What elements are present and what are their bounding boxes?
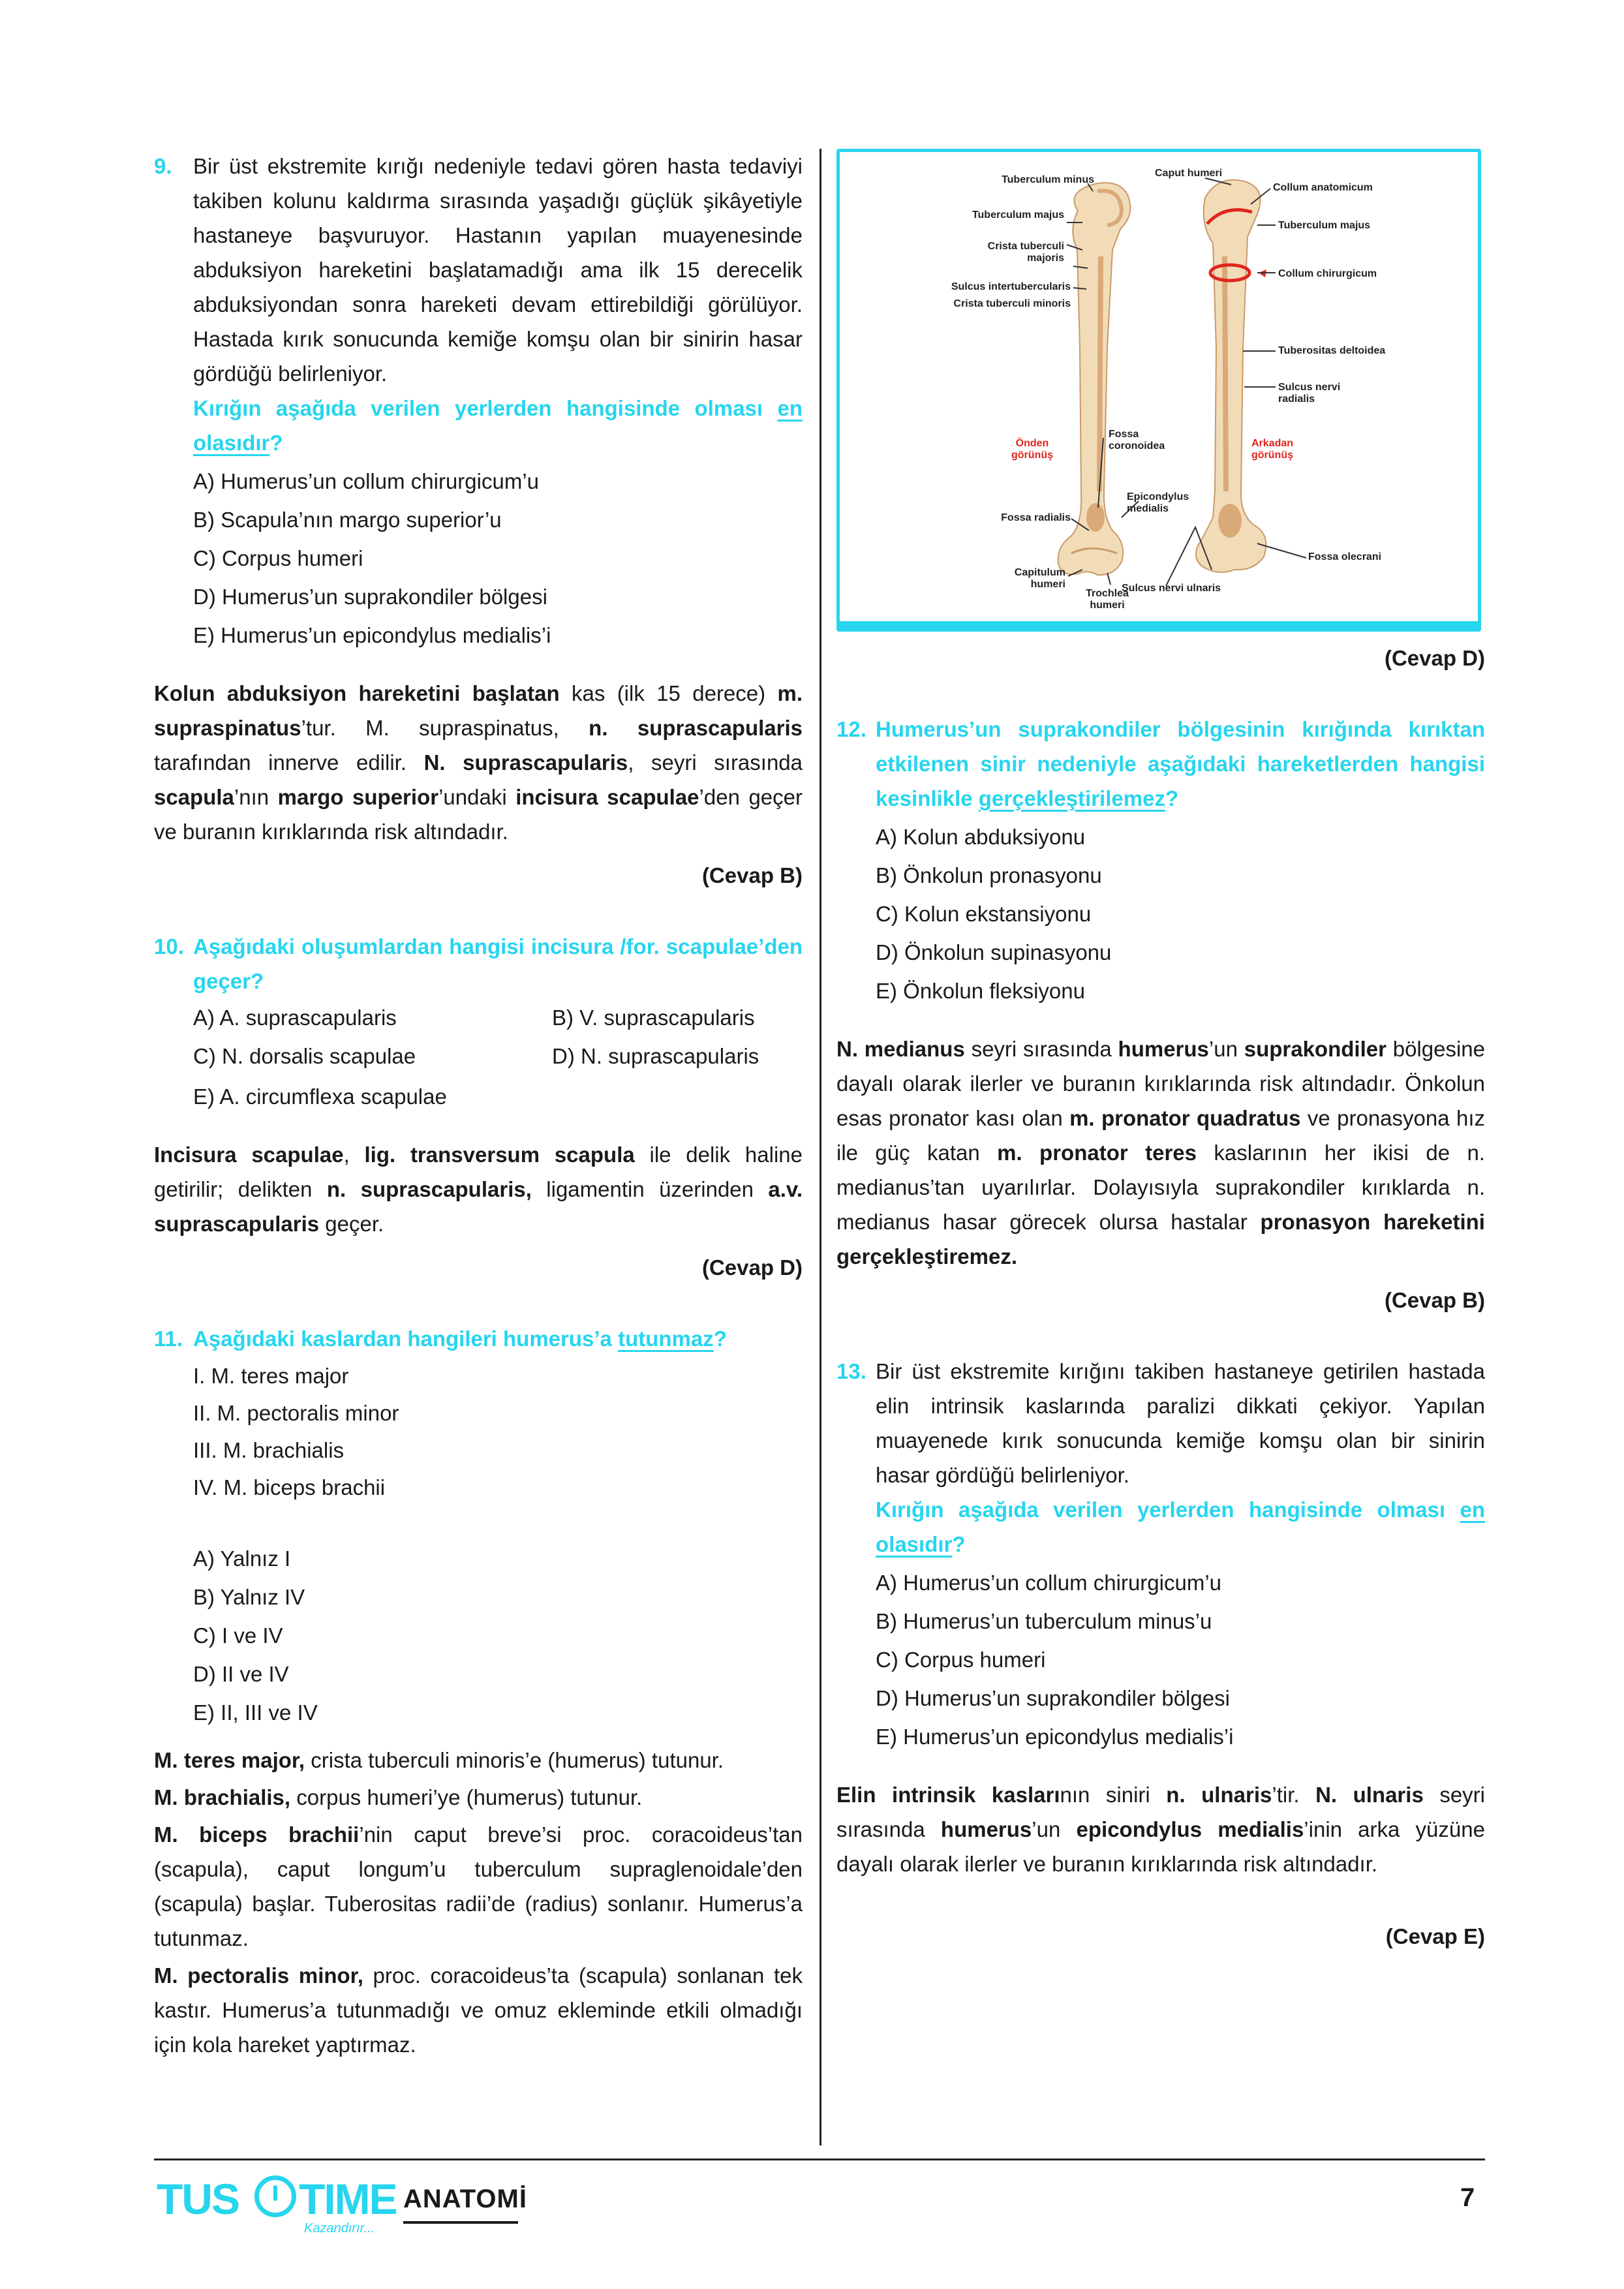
page-number: 7	[1460, 2183, 1475, 2212]
options-list	[154, 464, 803, 653]
expl-bold: n. suprascapularis,	[326, 1177, 532, 1201]
answer-label: (Cevap B)	[1384, 1288, 1485, 1312]
expl-text: ’inin arka yüzüne dayalı olarak ilerler ve buranın kırıklarında risk altındadır.	[836, 1817, 1485, 1876]
label-caput-humeri: Caput humeri	[1155, 168, 1223, 179]
question-number: 11.	[154, 1327, 183, 1351]
expl-text: ’un	[1032, 1817, 1077, 1841]
options-list	[154, 1079, 803, 1114]
option-b: B) Scapula’nın margo superior’u	[193, 508, 502, 532]
expl-bold: N. suprascapularis	[423, 750, 628, 775]
option-d: D) Humerus’un suprakondiler bölgesi	[193, 585, 547, 609]
expl-bold: suprakondiler	[1244, 1037, 1387, 1061]
question-stem: Bir üst ekstremite kırığı nedeniyle tedavi gören hasta tedaviyi takiben kolunu kaldırma sırasında yaşadığı güçlük şikâyetiyle hastaneye başvuruyor. Hastanın yapılan muayenesinde abduksiyon hareketini başlatamadığı ama ilk 15 derecelik abduksiyondan sonra hareketi devam ettirebildiği görülüyor. Hastada kırık sonucunda kemiğe komşu olan bir sinirin hasar gördüğü belirleniyor.	[193, 154, 803, 386]
prompt-end: ?	[1165, 786, 1179, 810]
fossa-coronoidea-shape	[1086, 503, 1105, 532]
label-fossa-olecrani: Fossa olecrani	[1308, 551, 1382, 562]
label-tuberculum-majus-left: Tuberculum majus	[972, 209, 1064, 221]
question-11	[154, 1321, 803, 1356]
label-collum-anatomicum: Collum anatomicum	[1273, 182, 1373, 193]
answer-label: (Cevap E)	[1385, 1924, 1485, 1948]
item-iii: III. M. brachialis	[193, 1438, 345, 1462]
option-a: A) Humerus’un collum chirurgicum’u	[876, 1571, 1221, 1595]
prompt-text: Humerus’un suprakondiler bölgesinin kırığında kırıktan etkilenen sinir nedeniyle aşağıdaki hareketlerden hangisi kesinlikle	[876, 717, 1485, 810]
expl-text: seyri sırasında	[836, 1783, 1485, 1841]
expl-text: proc. coracoideus’ta (scapula) sonlanan tek kastır. Humerus’a tutunmadığı ve omuz ekleminde etkili olmadığı için kola hareket yaptırmaz.	[154, 1963, 803, 2057]
option-c: C) N. dorsalis scapulae	[193, 1044, 416, 1068]
option-e: E) A. circumflexa scapulae	[193, 1084, 447, 1109]
option-a: A) Yalnız I	[193, 1546, 291, 1571]
expl-text: ’nin caput breve’si proc. coracoideus’tan (scapula), caput longum’u tuberculum supraglenoidale’den (scapula) başlar. Tuberositas radii’de (radius) sonlanır. Humerus’a tutunmaz.	[154, 1822, 803, 1950]
prompt-emphasis: en olasıdır	[876, 1498, 1485, 1556]
expl-text: nın siniri	[1060, 1783, 1167, 1807]
explanation	[154, 676, 803, 849]
expl-text: geçer.	[319, 1212, 384, 1236]
question-number: 10.	[154, 934, 184, 959]
explanation	[836, 1032, 1485, 1274]
expl-bold: M. brachialis,	[154, 1785, 291, 1809]
item-iv: IV. M. biceps brachii	[193, 1475, 386, 1499]
expl-bold: Kolun abduksiyon hareketini başlatan	[154, 681, 560, 705]
tustime-logo	[157, 2172, 431, 2243]
expl-bold: Incisura scapulae	[154, 1143, 344, 1167]
question-number: 9.	[154, 154, 172, 178]
label-sulcus-ulnaris: Sulcus nervi ulnaris	[1122, 583, 1221, 594]
option-a: A) Humerus’un collum chirurgicum’u	[193, 469, 539, 493]
option-c: C) Corpus humeri	[876, 1648, 1046, 1672]
expl-text: corpus humeri’ye (humerus) tutunur.	[290, 1785, 643, 1809]
label-arkadan-gorunus: Arkadan görünüş	[1251, 438, 1294, 461]
expl-text: bölgesine dayalı olarak ilerler ve buranın kırıklarında risk altındadır. Önkolun esas pronator kası olan	[836, 1037, 1485, 1130]
expl-bold: lig. transversum scapula	[364, 1143, 635, 1167]
expl-bold: a.v. suprascapularis	[154, 1177, 803, 1236]
item-i: I. M. teres major	[193, 1364, 349, 1388]
item-ii: II. M. pectoralis minor	[193, 1401, 399, 1425]
option-e: E) II, III ve IV	[193, 1700, 318, 1725]
option-b: B) Önkolun pronasyonu	[876, 863, 1102, 887]
expl-text: ’un	[1208, 1037, 1244, 1061]
expl-bold: incisura scapulae	[515, 785, 699, 809]
question-prompt	[876, 712, 1485, 816]
logo-time: TIME	[299, 2175, 397, 2223]
options-list	[154, 1541, 803, 1730]
label-fossa-coronoidea: Fossa coronoidea	[1109, 429, 1165, 452]
option-e: E) Humerus’un epicondylus medialis’i	[193, 623, 551, 647]
label-crista-minoris: Crista tuberculi minoris	[953, 298, 1071, 309]
expl-bold: n. ulnaris	[1166, 1783, 1272, 1807]
expl-text: ,	[343, 1143, 365, 1167]
label-sulcus-radialis: Sulcus nervi radialis	[1278, 382, 1341, 405]
prompt-emphasis: en olasıdır	[193, 396, 803, 455]
label-tuberositas-deltoidea: Tuberositas deltoidea	[1278, 345, 1386, 356]
subject-title: ANATOMİ	[403, 2185, 527, 2213]
expl-bold: M. biceps brachii	[154, 1822, 360, 1847]
prompt-end: ?	[713, 1327, 727, 1351]
prompt-text: Aşağıdaki kaslardan hangileri humerus’a	[193, 1327, 619, 1351]
expl-bold: M. pectoralis minor,	[154, 1963, 363, 1988]
prompt-text: Kırığın aşağıda verilen yerlerden hangisinde olması	[193, 396, 778, 420]
option-e: E) Humerus’un epicondylus medialis’i	[876, 1725, 1234, 1749]
option-e: E) Önkolun fleksiyonu	[876, 979, 1085, 1003]
expl-text: crista tuberculi minoris’e (humerus) tutunur.	[305, 1748, 724, 1772]
label-capitulum: Capitulum humeri	[1014, 567, 1065, 590]
expl-text: ve pronasyona hız ile güç katan	[836, 1106, 1485, 1165]
option-a: A) Kolun abduksiyonu	[876, 825, 1086, 849]
expl-text: ’nın	[234, 785, 278, 809]
expl-text: ligamentin üzerinden	[531, 1177, 769, 1201]
expl-bold: m. supraspinatus	[154, 681, 803, 740]
question-prompt	[876, 1492, 1485, 1561]
label-tuberculum-majus-right: Tuberculum majus	[1278, 220, 1371, 231]
expl-bold: humerus	[1118, 1037, 1209, 1061]
logo-tagline: Kazandırır...	[304, 2221, 375, 2235]
answer-label: (Cevap D)	[1384, 646, 1485, 670]
option-b: B) V. suprascapularis	[552, 1006, 755, 1030]
question-number: 13.	[836, 1359, 866, 1383]
label-onden-gorunus: Önden görünüş	[1011, 438, 1053, 461]
answer-label: (Cevap D)	[701, 1255, 803, 1280]
label-epicondylus-medialis: Epicondylus medialis	[1127, 491, 1189, 514]
expl-bold: N. medianus	[836, 1037, 965, 1061]
expl-bold: Elin intrinsik kasları	[836, 1783, 1060, 1807]
expl-text: tarafından innerve edilir.	[154, 750, 424, 775]
expl-bold: N. ulnaris	[1315, 1783, 1424, 1807]
expl-bold: m. pronator quadratus	[1069, 1106, 1301, 1130]
fossa-olecrani-shape	[1218, 504, 1242, 538]
option-d: D) Önkolun supinasyonu	[876, 940, 1112, 964]
expl-bold: humerus	[940, 1817, 1032, 1841]
question-13	[836, 1354, 1485, 1561]
prompt-end: ?	[952, 1532, 966, 1556]
explanation	[154, 1137, 803, 1241]
question-10	[154, 929, 803, 998]
clock-icon	[254, 2175, 296, 2217]
label-sulcus-intertubercularis: Sulcus intertubercularis	[951, 281, 1071, 292]
question-prompt: Aşağıdaki oluşumlardan hangisi incisura /for. scapulae’den geçer?	[193, 934, 803, 993]
expl-bold: m. pronator teres	[997, 1141, 1197, 1165]
expl-text: kas (ilk 15 derece)	[559, 681, 778, 705]
expl-bold: scapula	[154, 785, 234, 809]
label-collum-chirurgicum: Collum chirurgicum	[1278, 268, 1377, 279]
anterior-shaft-shade	[1099, 256, 1101, 491]
expl-text: ’tur. M. supraspinatus,	[301, 716, 589, 740]
option-d: D) N. suprascapularis	[552, 1044, 759, 1068]
expl-bold: epicondylus medialis	[1076, 1817, 1304, 1841]
option-b: B) Humerus’un tuberculum minus’u	[876, 1609, 1212, 1633]
option-b: B) Yalnız IV	[193, 1585, 305, 1609]
options-list	[836, 1565, 1485, 1754]
question-prompt	[193, 391, 803, 460]
expl-text: ’undaki	[438, 785, 516, 809]
question-stem: Bir üst ekstremite kırığını takiben hastaneye getirilen hastada elin intrinsik kaslarında paralizi dikkati çekiyor. Yapılan muayenede kırık sonucunda kemiğe komşu olan bir sinirin hasar gördüğü belirleniyor.	[876, 1359, 1485, 1487]
prompt-end: ?	[269, 431, 283, 455]
label-tuberculum-minus: Tuberculum minus	[1002, 174, 1094, 185]
expl-text: kaslarının her ikisi de n. medianus’tan uyarılırlar. Dolayısıyla suprakondiler kırıklarda n. medianus hasar görecek olursa hastalar	[836, 1141, 1485, 1234]
prompt-text: Kırığın aşağıda verilen yerlerden hangisinde olması	[876, 1498, 1460, 1522]
label-fossa-radialis: Fossa radialis	[1001, 512, 1071, 523]
option-c: C) Corpus humeri	[193, 546, 363, 570]
expl-text: , seyri sırasında	[628, 750, 803, 775]
left-column	[154, 149, 803, 2065]
option-c: C) Kolun ekstansiyonu	[876, 902, 1092, 926]
prompt-emphasis: tutunmaz	[618, 1327, 714, 1351]
expl-text: ’tir.	[1272, 1783, 1316, 1807]
option-d: D) Humerus’un suprakondiler bölgesi	[876, 1686, 1230, 1710]
logo-tus: TUS	[157, 2175, 239, 2223]
question-9	[154, 149, 803, 460]
question-prompt	[193, 1321, 803, 1356]
options-list	[836, 820, 1485, 1008]
expl-bold: M. teres major,	[154, 1748, 305, 1772]
label-crista-majoris: Crista tuberculi majoris	[987, 241, 1064, 264]
option-c: C) I ve IV	[193, 1623, 283, 1648]
roman-items	[154, 1359, 803, 1505]
option-d: D) II ve IV	[193, 1662, 289, 1686]
right-column	[836, 149, 1485, 1954]
footer-rule	[154, 2158, 1485, 2160]
explanation	[154, 1743, 803, 2062]
expl-bold: margo superior	[277, 785, 439, 809]
options-grid	[154, 998, 803, 1075]
explanation	[836, 1777, 1485, 1881]
expl-text: ’den geçer ve buranın kırıklarında risk altındadır.	[154, 785, 803, 844]
question-number: 12.	[836, 717, 866, 741]
prompt-emphasis: gerçekleştirilemez	[978, 786, 1165, 810]
expl-text: ile delik haline getirilir; delikten	[154, 1143, 803, 1201]
expl-text: seyri sırasında	[964, 1037, 1118, 1061]
subject-underline	[403, 2221, 518, 2224]
answer-label: (Cevap B)	[701, 863, 803, 887]
expl-bold: pronasyon hareketini gerçekleştiremez.	[836, 1210, 1485, 1268]
column-divider	[820, 149, 821, 2145]
question-12	[836, 712, 1485, 816]
humerus-figure	[836, 149, 1481, 632]
label-trochlea: Trochlea humeri	[1086, 588, 1129, 611]
option-a: A) A. suprascapularis	[193, 1006, 397, 1030]
expl-bold: n. suprascapularis	[589, 716, 803, 740]
posterior-shaft-shade	[1225, 256, 1226, 491]
